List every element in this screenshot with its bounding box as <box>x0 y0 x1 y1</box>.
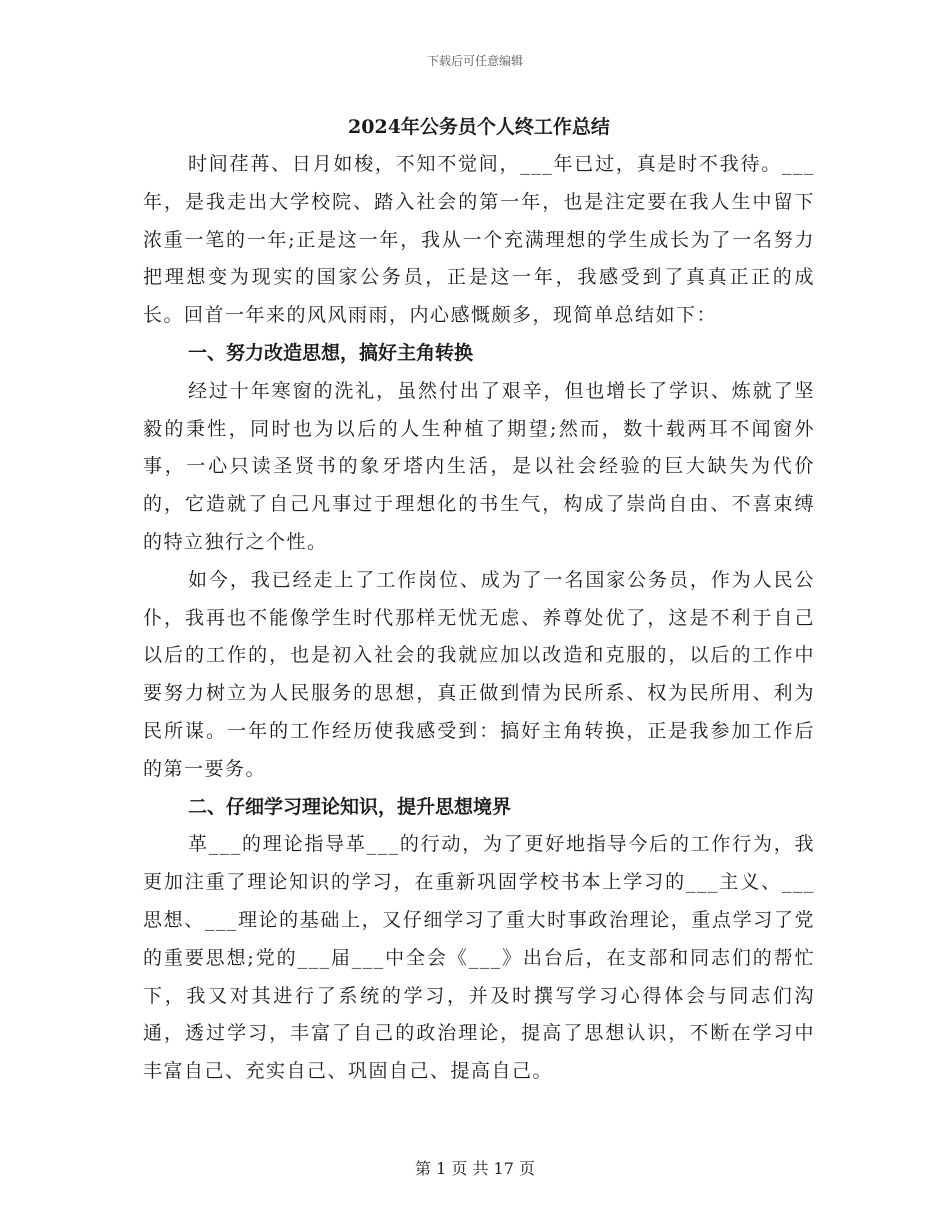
section-heading-1: 一、努力改造思想，搞好主角转换 <box>188 341 474 364</box>
page-footer: 第 1 页 共 17 页 <box>415 1159 535 1178</box>
document-body <box>143 108 815 1091</box>
paragraph-section2-a: 革___的理论指导革___的行动，为了更好地指导今后的工作行为，我更加注重了理论知识的学习，在重新巩固学校书本上学习的___主义、___思想、___理论的基础上，又仔细学习了重大时事政治理论，重点学习了党的重要思想;党的___届___中全会《___》出台后，在支部和同志们的帮忙下，我又对其进行了系统的学习，并及时撰写学习心得体会与同志们沟通，透过学习，丰富了自己的政治理论，提高了思想认识，不断在学习中丰富自己、充实自己、巩固自己、提高自己。 <box>143 833 815 1083</box>
document-title: 2024年公务员个人终工作总结 <box>348 116 610 138</box>
paragraph-intro: 时间荏苒、日月如梭，不知不觉间，___年已过，真是时不我待。___年，是我走出大学校院、踏入社会的第一年，也是注定要在我人生中留下浓重一笔的一年;正是这一年，我从一个充满理想的学生成长为了一名努力把理想变为现实的国家公务员，正是这一年，我感受到了真真正正的成长。回首一年来的风风雨雨，内心感慨颇多，现简单总结如下： <box>143 153 815 327</box>
paragraph-section1-a: 经过十年寒窗的洗礼，虽然付出了艰辛，但也增长了学识、炼就了坚毅的秉性，同时也为以后的人生种植了期望;然而，数十载两耳不闻窗外事，一心只读圣贤书的象牙塔内生活，是以社会经验的巨大缺失为代价的，它造就了自己凡事过于理想化的书生气，构成了崇尚自由、不喜束缚的特立独行之个性。 <box>143 379 815 553</box>
section-heading-2: 二、仔细学习理论知识，提升思想境界 <box>188 795 512 818</box>
page-header: 下载后可任意编辑 <box>426 54 523 68</box>
paragraph-section1-b: 如今，我已经走上了工作岗位、成为了一名国家公务员，作为人民公仆，我再也不能像学生时代那样无忧无虑、养尊处优了，这是不利于自己以后的工作的，也是初入社会的我就应加以改造和克服的，以后的工作中要努力树立为人民服务的思想，真正做到情为民所系、权为民所用、利为民所谋。一年的工作经历使我感受到：搞好主角转换，正是我参加工作后的第一要务。 <box>143 568 815 780</box>
